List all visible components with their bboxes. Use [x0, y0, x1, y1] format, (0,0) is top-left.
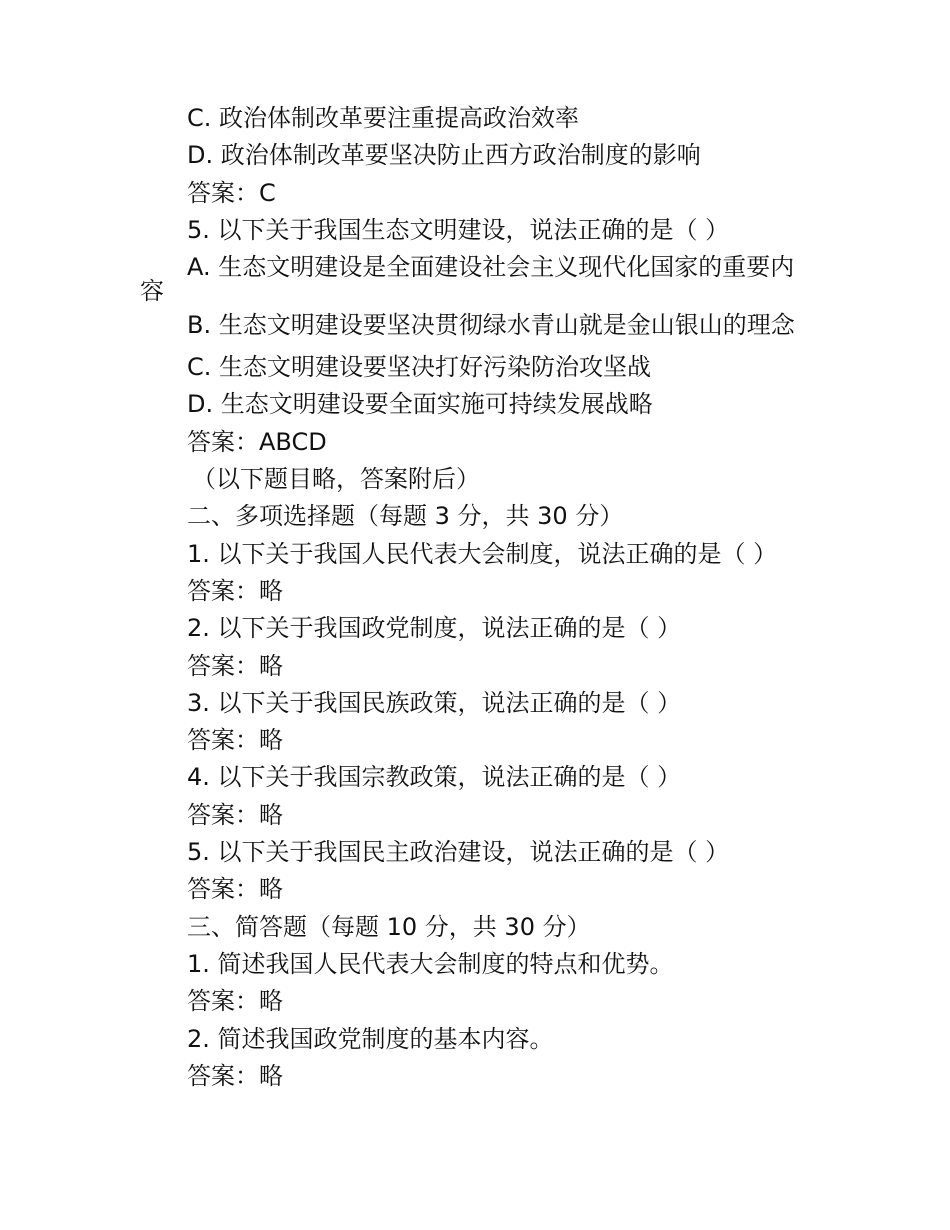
answer: 答案：略	[187, 800, 283, 829]
question-5: 5. 以下关于我国民主政治建设，说法正确的是（ ）	[187, 838, 730, 867]
question-1: 1. 简述我国人民代表大会制度的特点和优势。	[187, 949, 674, 978]
option-c: C. 政治体制改革要注重提高政治效率	[187, 104, 580, 132]
question-3: 3. 以下关于我国民族政策，说法正确的是（ ）	[187, 688, 682, 717]
note: （以下题目略，答案附后）	[192, 465, 480, 494]
document-page	[140, 100, 800, 1095]
answer: 答案：C	[187, 178, 276, 207]
option-d: D. 政治体制改革要坚决防止西方政治制度的影响	[187, 141, 701, 170]
question-4: 4. 以下关于我国宗教政策，说法正确的是（ ）	[187, 763, 682, 792]
question-2: 2. 以下关于我国政党制度，说法正确的是（ ）	[187, 614, 682, 643]
answer: 答案：略	[187, 651, 283, 680]
question-2: 2. 简述我国政党制度的基本内容。	[187, 1024, 554, 1053]
option-c: C. 生态文明建设要坚决打好污染防治攻坚战	[187, 353, 652, 382]
answer: 答案：略	[187, 726, 283, 755]
answer: 答案：ABCD	[187, 427, 327, 456]
answer: 答案：略	[187, 875, 283, 904]
option-b: B. 生态文明建设要坚决贯彻绿水青山就是金山银山的理念	[187, 311, 795, 340]
section-heading-multiple-choice: 二、多项选择题（每题 3 分，共 30 分）	[187, 502, 624, 531]
answer: 答案：略	[187, 1061, 283, 1090]
option-d: D. 生态文明建设要全面实施可持续发展战略	[187, 390, 653, 419]
answer: 答案：略	[187, 576, 283, 605]
answer: 答案：略	[187, 987, 283, 1016]
section-heading-short-answer: 三、简答题（每题 10 分，共 30 分）	[187, 912, 591, 941]
option-a: A. 生态文明建设是全面建设社会主义现代化国家的重要内容	[140, 253, 795, 306]
question-1: 1. 以下关于我国人民代表大会制度，说法正确的是（ ）	[187, 539, 778, 568]
question-5: 5. 以下关于我国生态文明建设，说法正确的是（ ）	[187, 215, 730, 244]
